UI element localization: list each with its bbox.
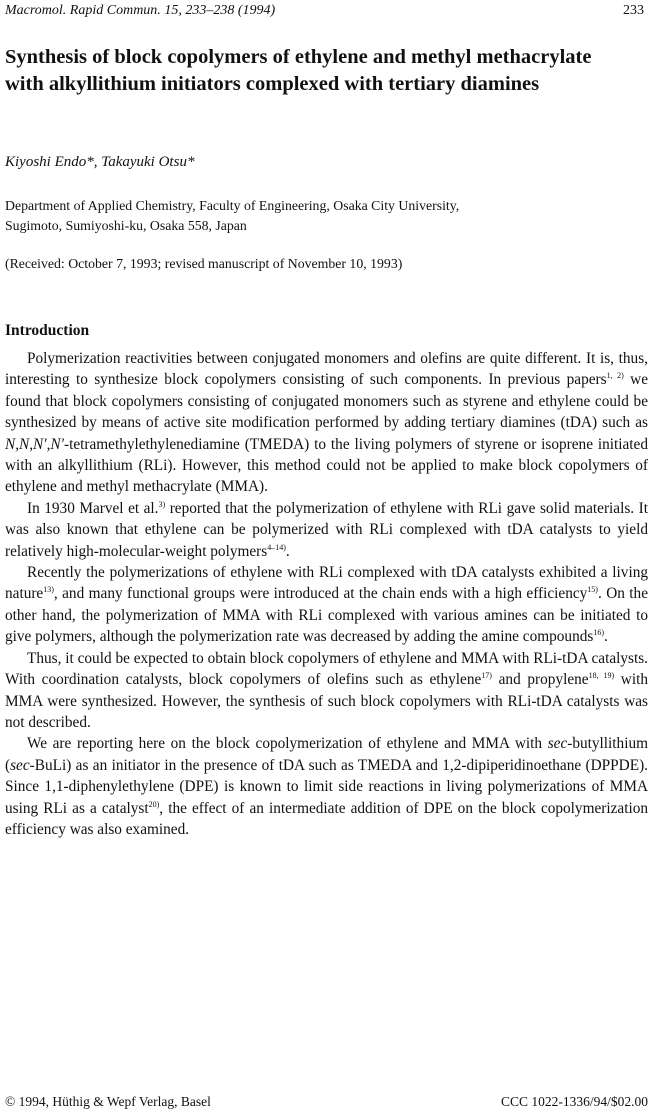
running-head xyxy=(5,2,644,20)
article-title: Synthesis of block copolymers of ethylene and methyl methacrylate with alkyllithium initiators complexed with tertiary diamines xyxy=(5,46,592,95)
reference-marker: 4–14) xyxy=(267,542,286,552)
reference-marker: 1, 2) xyxy=(606,371,624,381)
reference-marker: 20) xyxy=(148,799,160,809)
journal-citation xyxy=(5,2,275,20)
text-run: . xyxy=(604,628,608,646)
journal-name: Macromol. Rapid Commun. xyxy=(5,3,161,18)
tmeda-italic: N,N,N′,N′ xyxy=(5,435,64,453)
ccc-code: CCC 1022-1336/94/$02.00 xyxy=(500,1094,648,1109)
text-run: Polymerization reactivities between conjugated monomers and olefins are quite different. It is, thus, interesting to synthesize block copolymers consisting of such components. In previous papers xyxy=(5,350,648,389)
paragraph-2 xyxy=(5,498,648,562)
text-run: , the effect of an intermediate addition of DPE on the block copolymerization efficiency was also examined. xyxy=(5,799,648,838)
text-run: We are reporting here on the block copolymerization of ethylene and MMA with xyxy=(27,735,548,753)
affiliation xyxy=(5,196,625,236)
text-run: . xyxy=(285,542,290,560)
authors: Kiyoshi Endo*, Takayuki Otsu* xyxy=(5,154,195,170)
text-run: -tetramethylethylenediamine (TMEDA) to the living polymers of styrene or isoprene initiated with an alkyllithium (RLi). However, this method could not be applied to make block copolymers of ethylene and methyl methacrylate (MMA). xyxy=(5,435,648,496)
affiliation-line-1: Department of Applied Chemistry, Faculty of Engineering, Osaka City University, xyxy=(5,198,460,213)
paragraph-1 xyxy=(5,348,648,498)
reference-marker: 13) xyxy=(43,585,54,595)
reference-marker: 3) xyxy=(158,499,166,509)
copyright-notice: © 1994, Hüthig & Wepf Verlag, Basel xyxy=(5,1094,211,1109)
paragraph-3 xyxy=(5,562,648,648)
text-run: we found that block copolymers consisting of conjugated monomers such as styrene and ethylene could be synthesized by means of active site modification performed by adding tertiary diamines (tDA) such as xyxy=(5,371,648,432)
journal-year: (1994) xyxy=(237,3,276,18)
text-run: Thus, it could be expected to obtain block copolymers of ethylene and MMA with RLi-tDA catalysts. With coordination catalysts, block copolymers of olefins such as ethylene xyxy=(5,649,648,689)
reference-marker: 15) xyxy=(587,585,598,595)
reference-marker: 17) xyxy=(481,671,492,681)
text-run: . On the other hand, the polymerization of MMA with RLi complexed with various amines can be initiated to give polymers, although the polymerization rate was decreased by adding the amine compounds xyxy=(5,585,648,646)
introduction-body xyxy=(5,348,648,840)
paragraph-5 xyxy=(5,733,648,840)
sec-italic: sec xyxy=(10,756,30,774)
text-run: -butyllithium ( xyxy=(5,735,648,774)
text-run: Recently the polymerizations of ethylene with RLi complexed with tDA catalysts exhibited a living nature xyxy=(5,564,648,603)
section-heading-introduction: Introduction xyxy=(5,322,90,339)
text-run: reported that the polymerization of ethylene with RLi gave solid materials. It was also known that ethylene can be polymerized with RLi complexed with tDA catalysts to yield relatively high-molecular-weight polymers xyxy=(5,499,648,560)
journal-volume: 15, xyxy=(164,3,182,18)
reference-marker: 16) xyxy=(593,628,605,638)
page-footer xyxy=(5,1093,648,1111)
journal-pages: 233–238 xyxy=(185,3,235,18)
text-run: -BuLi) as an initiator in the presence of tDA such as TMEDA and 1,2-dipiperidinoethane (DPPDE). Since 1,1-diphenylethylene (DPE) is known to limit side reactions in living polymerizations of MMA using RLi as a catalyst xyxy=(5,756,648,817)
text-run: and propylene xyxy=(491,671,589,689)
reference-marker: 18, 19) xyxy=(588,671,615,681)
affiliation-line-2: Sugimoto, Sumiyoshi-ku, Osaka 558, Japan xyxy=(5,218,247,233)
text-run: , and many functional groups were introduced at the chain ends with a high efficiency xyxy=(53,585,588,603)
paragraph-4 xyxy=(5,648,648,734)
sec-italic: sec xyxy=(547,735,568,753)
page-number: 233 xyxy=(623,3,644,18)
received-dates: (Received: October 7, 1993; revised manuscript of November 10, 1993) xyxy=(5,256,403,271)
text-run: In 1930 Marvel et al. xyxy=(27,499,159,517)
text-run: with MMA were synthesized. However, the synthesis of such block copolymers with RLi-tDA catalysts was not described. xyxy=(5,671,648,731)
